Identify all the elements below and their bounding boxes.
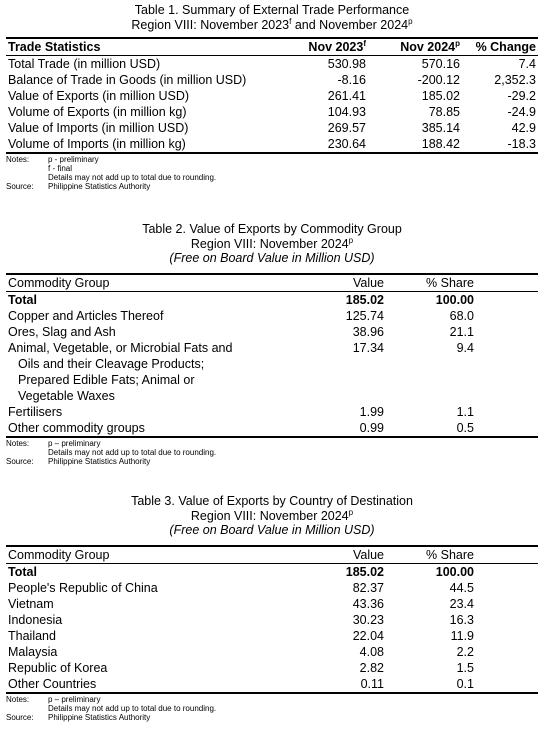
table3-header-share: % Share [386,546,476,564]
table-row: Other Countries 0.11 0.1 [6,676,538,693]
table-row: Republic of Korea 2.82 1.5 [8,660,474,675]
table3-title-line1: Table 3. Value of Exports by Country of Destination [131,494,413,508]
table3-title [6,494,538,538]
table1-source: Source: Philippine Statistics Authority [6,182,151,191]
table3-header-row [6,546,538,564]
table-row: Ores, Slag and Ash 38.96 21.1 [8,324,474,339]
table-row: Volume of Exports (in million kg) 104.93 78.85 -24.9 [8,105,536,119]
table3-header-commodity: Commodity Group [6,546,296,564]
table1 [6,37,538,154]
table-row: Volume of Imports (in million kg) 230.64 188.42 -18.3 [8,137,536,151]
table2 [6,273,538,438]
table1-header-row [6,38,538,56]
table-row: Value of Imports (in million USD) 269.57 385.14 42.9 [8,121,536,135]
table-row: Other commodity groups 0.99 0.5 [6,420,538,437]
table2-source: Source: Philippine Statistics Authority [6,456,151,466]
table2-title-line1: Table 2. Value of Exports by Commodity Group [142,222,402,236]
table1-notes: Notes: p - preliminary f - final Details may not add up to total due to rounding. Source: Philippine Statistics Authority [6,155,538,191]
table2-header-value: Value [296,274,386,292]
table3-source: Source: Philippine Statistics Authority [6,712,151,722]
table3-total-row: Total 185.02 100.00 [8,564,474,579]
table1-title [6,3,538,32]
table2-header-share: % Share [386,274,476,292]
table2-notes: Notes: p – preliminary Details may not add up to total due to rounding. Source: Philippine Statistics Authority [6,439,538,466]
table-row: Indonesia 30.23 16.3 [8,612,474,627]
table-row: Balance of Trade in Goods (in million USD) -8.16 -200.12 2,352.3 [8,73,536,87]
table1-title-line2: Region VIII: November 2023$^f$ and November 2024$^p$ [131,16,413,32]
table-row: Malaysia 4.08 2.2 [8,644,474,659]
table1-header-nov2024: Nov 2024$^p$ [368,38,462,56]
table-row: Total Trade (in million USD) 530.98 570.16 7.4 [8,57,536,71]
table-row: Vietnam 43.36 23.4 [8,596,474,611]
table1-section [6,3,538,191]
table1-header-trade-statistics: Trade Statistics [6,38,276,56]
table-row: Animal, Vegetable, or Microbial Fats and Oils and their Cleavage Products; Prepared Edible Fats; Animal or Vegetable Waxes 17.34 9.4 [8,340,474,403]
table3 [6,545,538,694]
table2-title-line2: Region VIII: November 2024$^p$ [190,235,354,251]
table3-header-value: Value [296,546,386,564]
table3-title-line3: (Free on Board Value in Million USD) [169,523,375,537]
table-row: Copper and Articles Thereof 125.74 68.0 [8,308,474,323]
table-row: Fertilisers 1.99 1.1 [8,404,474,419]
table-row: Value of Exports (in million USD) 261.41 185.02 -29.2 [8,89,536,103]
table2-total-row: Total 185.02 100.00 [8,292,474,307]
table-row: Thailand 22.04 11.9 [8,628,474,643]
table2-section [6,222,538,466]
table2-title [6,222,538,266]
table-row: People's Republic of China 82.37 44.5 [8,580,474,595]
table2-header-commodity: Commodity Group [6,274,296,292]
table1-title-line1: Table 1. Summary of External Trade Performance [134,3,410,17]
table1-header-change: % Change [462,38,538,56]
table2-header-row [6,274,538,292]
table3-notes: Notes: p – preliminary Details may not add up to total due to rounding. Source: Philippine Statistics Authority [6,695,538,722]
table2-title-line3: (Free on Board Value in Million USD) [169,251,375,265]
table3-section [6,494,538,722]
table1-header-nov2023: Nov 2023$^f$ [276,38,368,56]
table3-title-line2: Region VIII: November 2024$^p$ [190,507,354,523]
